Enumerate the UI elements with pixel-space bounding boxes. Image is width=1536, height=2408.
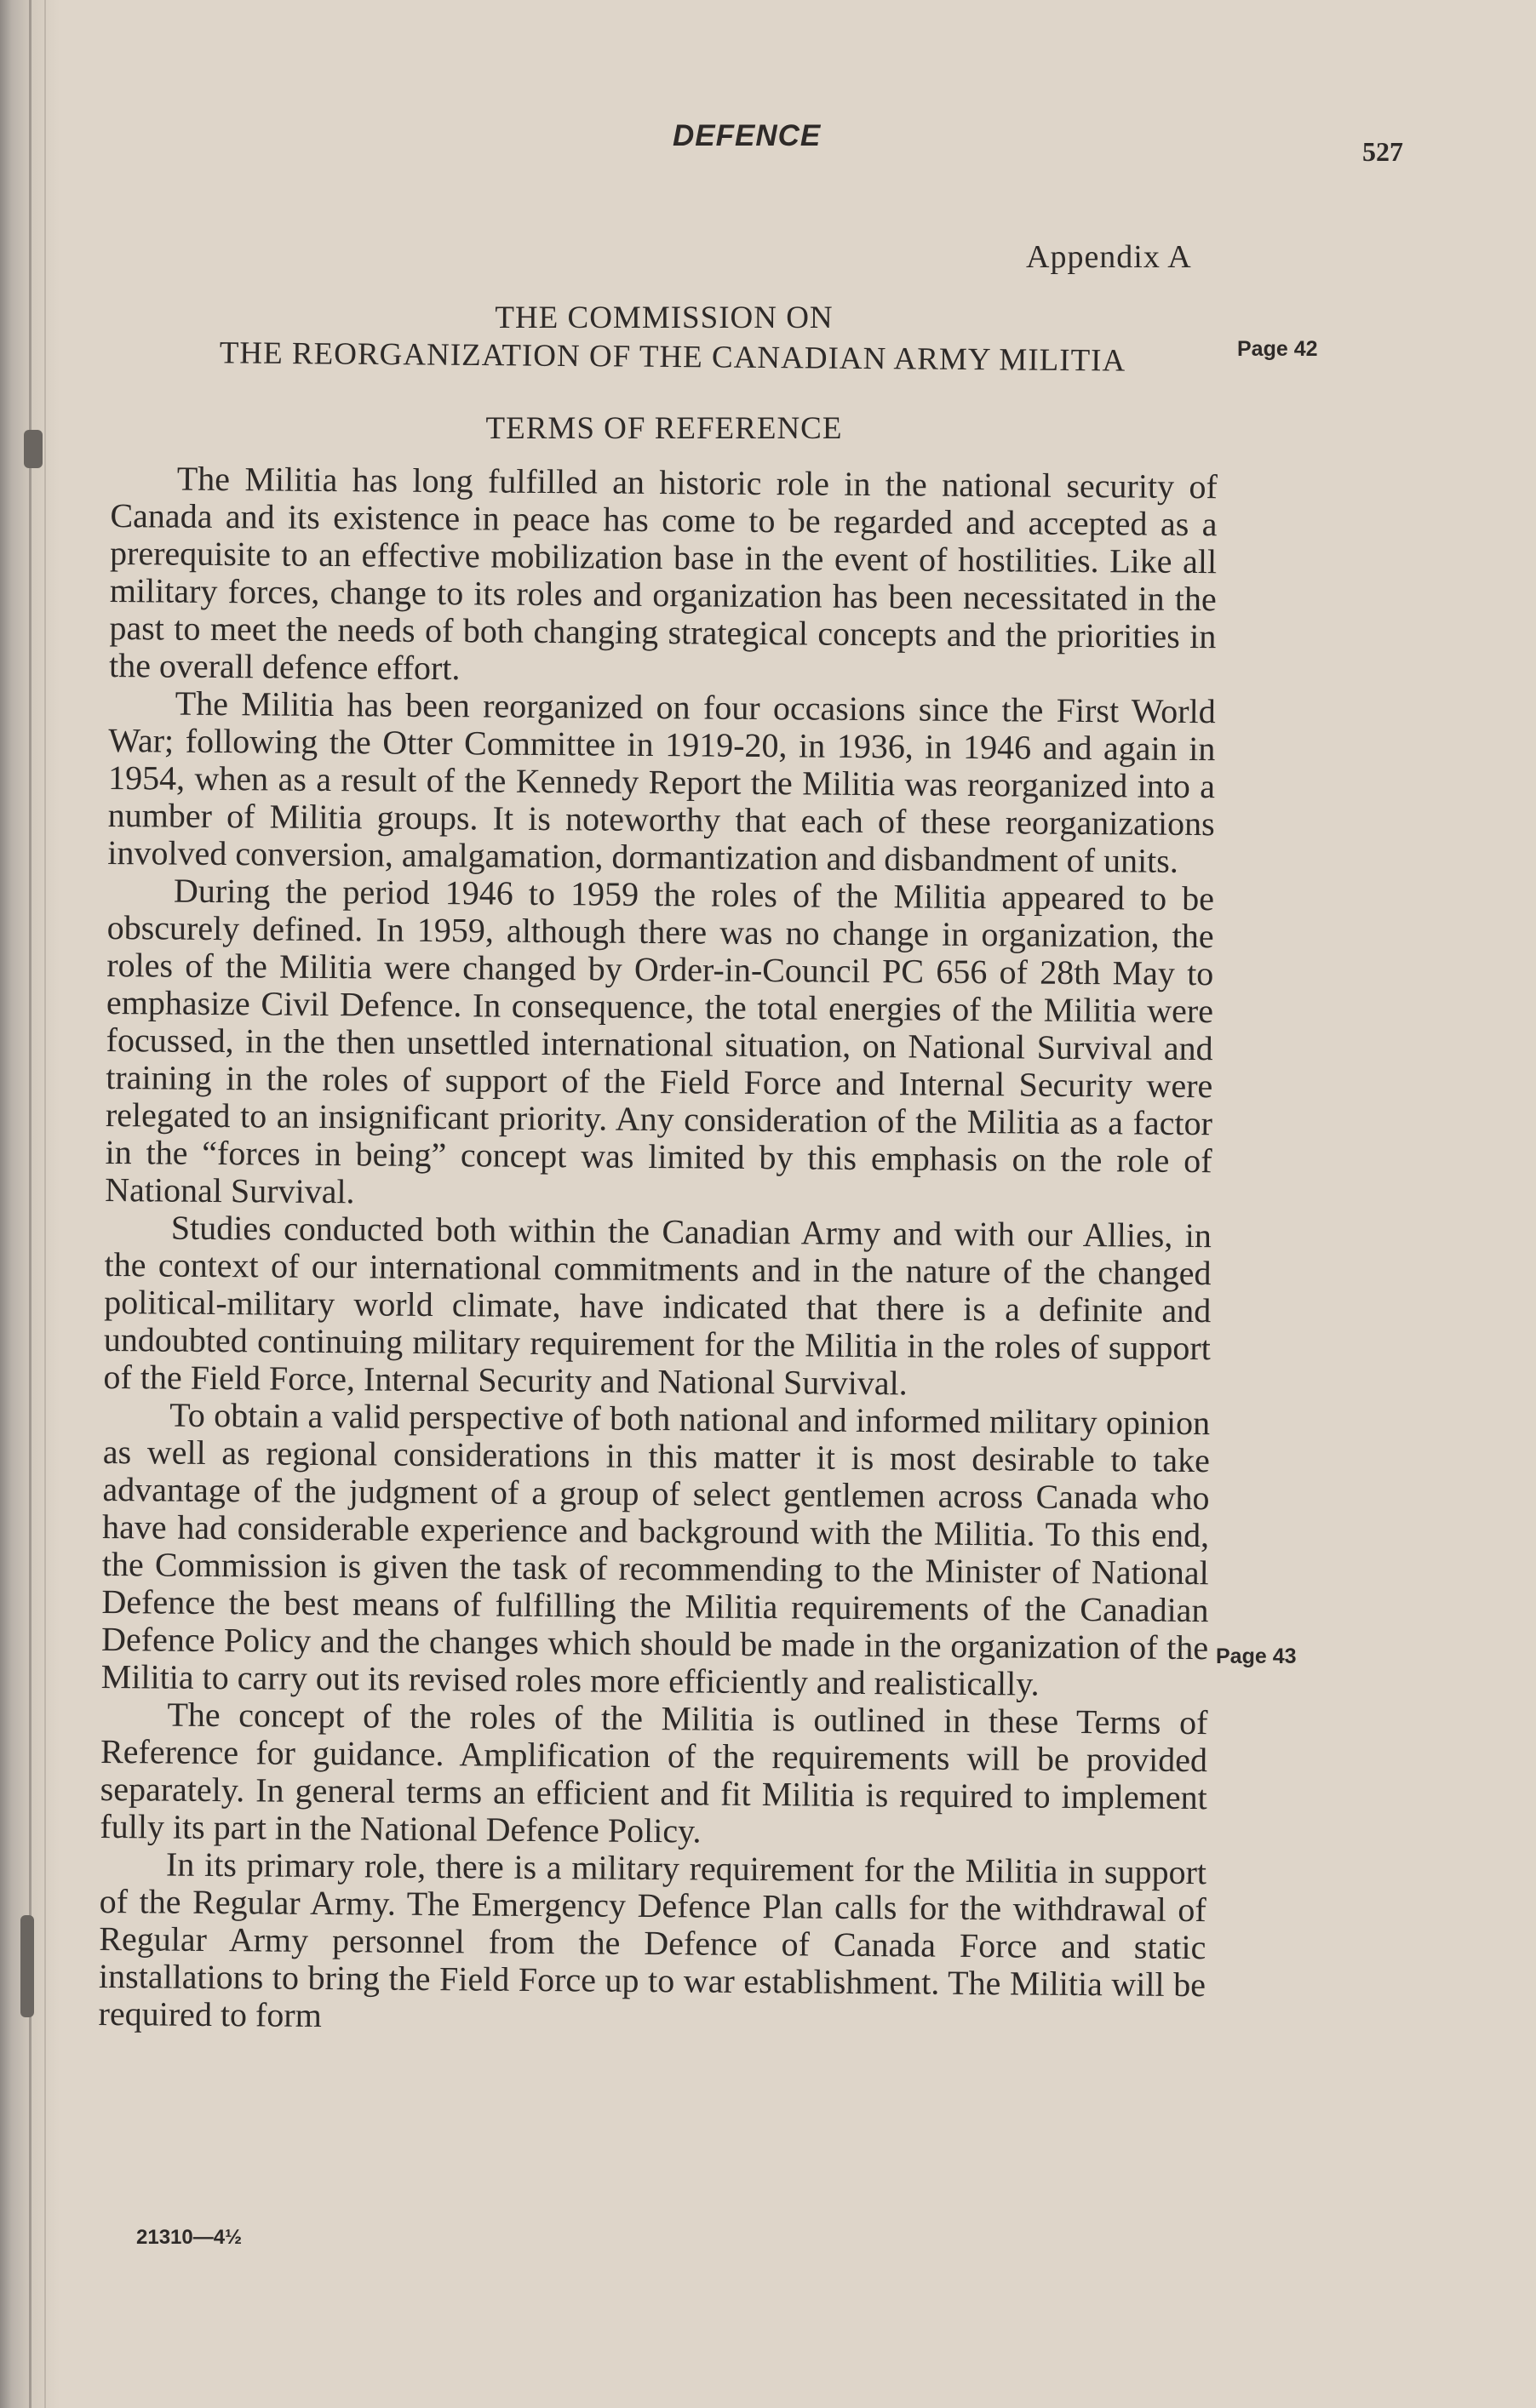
page-spine-shadow bbox=[44, 0, 46, 2408]
page-number: 527 bbox=[1362, 136, 1403, 167]
subtitle: TERMS OF REFERENCE bbox=[485, 411, 843, 446]
page-spine bbox=[29, 0, 32, 2408]
paragraph: To obtain a valid perspective of both national and informed military opinion as well as regional considerations in this matter it is most desirable to take advantage of the judgment of a group of select gentlemen across Canada who have had considerable experience and background with the Militia. To this end, the Commission is given the task of recommending to the Minister of National Defence the best means of fulfilling the Militia requirements of the Canadian Defence Policy and the changes which should be made in the organization of the Militia to carry out its revised roles more efficiently and realistically. bbox=[100, 1395, 1211, 1703]
margin-note-page-43: Page 43 bbox=[1216, 1644, 1297, 1668]
title-line-1: THE COMMISSION ON bbox=[495, 300, 834, 335]
body-text bbox=[96, 460, 1218, 2273]
running-head: DEFENCE bbox=[673, 119, 822, 152]
binding-mark bbox=[20, 1915, 34, 2017]
paragraph: The Militia has long fulfilled an historic role in the national security of Canada and its existence in peace has come to be regarded and accepted as a prerequisite to an effective mobilization base in the event of hostilities. Like all military forces, change to its roles and organization has been necessitated in the past to meet the needs of both changing strategical concepts and the priorities in the overall defence effort. bbox=[108, 459, 1218, 688]
paragraph: Studies conducted both within the Canadian Army and with our Allies, in the context of our international commitments and in the nature of the changed political-military world climate, have indicated that there is a definite and undoubted continuing military requirement for the Militia in the roles of support of the Field Force, Internal Security and National Survival. bbox=[103, 1208, 1212, 1403]
paragraph: The concept of the roles of the Militia is outlined in these Terms of Reference for guidance. Amplification of the requirements will be provided separately. In general terms an efficient and fit Militia is required to implement fully its part in the National Defence Policy. bbox=[100, 1695, 1208, 1850]
margin-note-page-42: Page 42 bbox=[1237, 337, 1318, 361]
footer-code: 21310—4½ bbox=[136, 2226, 243, 2249]
appendix-label: Appendix A bbox=[1026, 239, 1192, 275]
paragraph: During the period 1946 to 1959 the roles of the Militia appeared to be obscurely defined. In 1959, although there was no change in organization, the roles of the Militia were changed by Order-in-Council PC 656 of 28th May to emphasize Civil Defence. In consequence, the total energies of the Militia were focussed, in the then unsettled international situation, on National Survival and training in the roles of support of the Field Force and Internal Security were relegated to an insignificant priority. Any consideration of the Militia as a factor in the “forces in being” concept was limited by this emphasis on the role of National Survival. bbox=[105, 871, 1215, 1211]
title-line-2: THE REORGANIZATION OF THE CANADIAN ARMY MILITIA bbox=[219, 335, 1126, 379]
binding-mark bbox=[24, 430, 43, 468]
paragraph: In its primary role, there is a military requirement for the Militia in support of the Regular Army. The Emergency Defence Plan calls for the withdrawal of Regular Army personnel from the Defence of Canada Force and static installations to bring the Field Force up to war establishment. The Militia will be required to form bbox=[98, 1845, 1207, 2035]
paragraph: The Militia has been reorganized on four occasions since the First World War; following the Otter Committee in 1919-20, in 1936, in 1946 and again in 1954, when as a result of the Kennedy Report the Militia was reorganized into a number of Militia groups. It is noteworthy that each of these reorganizations involved conversion, amalgamation, dormantization and disbandment of units. bbox=[107, 684, 1216, 880]
